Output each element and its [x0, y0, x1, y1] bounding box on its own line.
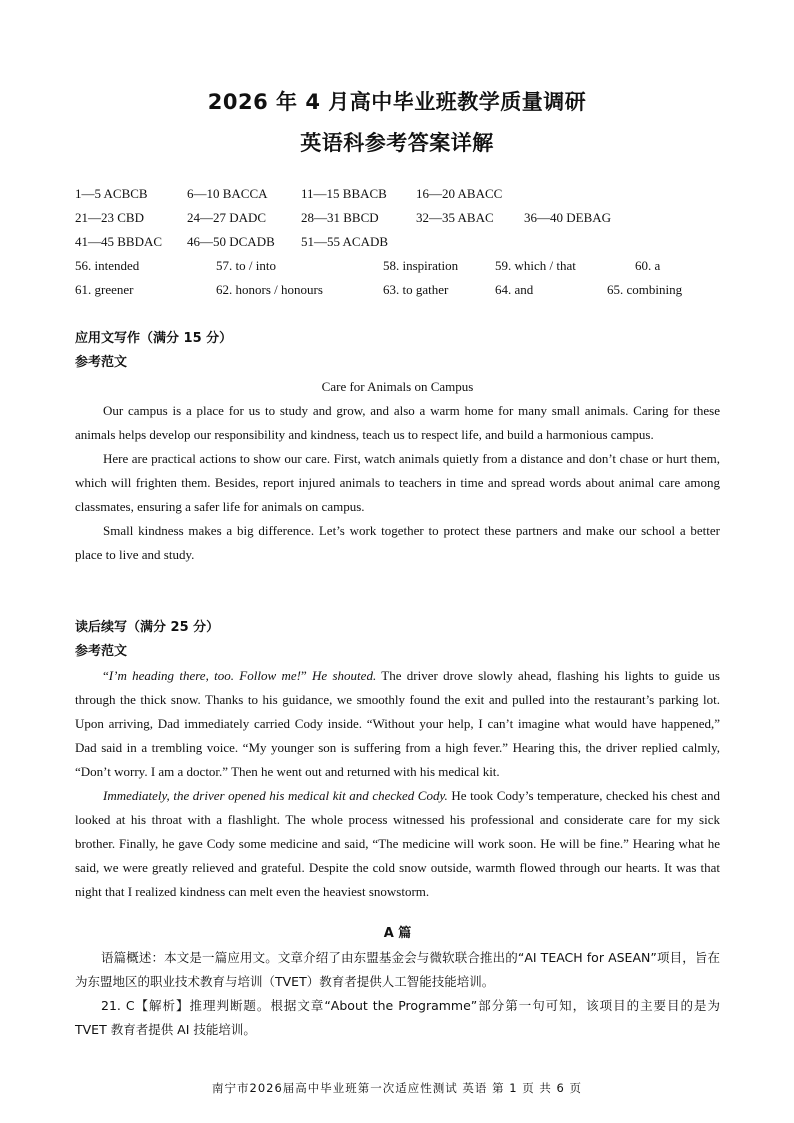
continuation-section: [75, 616, 720, 904]
continuation-paragraph: [75, 784, 720, 904]
answer-cell: 46—50 DCADB: [187, 234, 275, 249]
answer-cell: 64. and: [495, 282, 534, 297]
writing-heading: 应用文写作（满分 15 分）: [75, 331, 233, 346]
continuation-subheading: 参考范文: [75, 644, 128, 659]
answer-cell: 32—35 ABAC: [416, 210, 494, 225]
essay-paragraph: Small kindness makes a big difference. Let’s work together to protect these partners and make our school a better place to live and study.: [75, 523, 720, 562]
continuation-paragraph: [75, 664, 720, 784]
passage-a-heading: A 篇: [383, 926, 412, 941]
answer-cell: 11—15 BBACB: [301, 186, 387, 201]
writing-section: [75, 327, 720, 567]
italic-opening: Immediately, the driver opened his medical kit and checked Cody.: [103, 788, 448, 803]
answer-cell: 59. which / that: [495, 258, 576, 273]
essay-paragraph: Here are practical actions to show our care. First, watch animals quietly from a distance and don’t chase or hurt them, which will frighten them. Besides, report injured animals to teachers in time and spread words about animal care among classmates, ensuring a safer life for animals on campus.: [75, 451, 720, 514]
answer-cell: 56. intended: [75, 258, 140, 273]
answer-grid: [75, 186, 725, 306]
answer-cell: 61. greener: [75, 282, 134, 297]
quote-open: “: [103, 668, 109, 683]
paragraph-text: The driver drove slowly ahead, flashing his lights to guide us through the thick snow. Thanks to his guidance, we smoothly found the exit and pulled into the restaurant’s parking lot. Upon arriving, Dad immediately carried Cody inside. “Without your help, I can’t imagine what would have happened,” Dad said in a trembling voice. “My younger son is suffering from a high fever.” Hearing this, the driver replied calmly, “Don’t worry. I am a doctor.” Then he went out and returned with his medical kit.: [75, 668, 720, 779]
answer-cell: 28—31 BBCD: [301, 210, 379, 225]
page-title: 2026 年 4 月高中毕业班教学质量调研: [207, 90, 587, 114]
essay-paragraph: Our campus is a place for us to study and grow, and also a warm home for many small animals. Caring for these animals helps develop our responsibility and kindness, teach us to respect life, and build a harmonious campus.: [75, 403, 720, 442]
passage-a-section: [75, 922, 720, 1042]
answer-row: [75, 186, 725, 210]
page-footer: 南宁市2026届高中毕业班第一次适应性测试 英语 第 1 页 共 6 页: [212, 1081, 582, 1095]
answer-cell: 60. a: [635, 258, 661, 273]
answer-row: [75, 282, 725, 306]
answer-cell: 36—40 DEBAG: [524, 210, 612, 225]
answer-row: [75, 234, 725, 258]
page-subtitle: 英语科参考答案详解: [300, 131, 494, 155]
italic-opening: I’m heading there, too. Follow me!: [108, 668, 301, 683]
answer-cell: 65. combining: [607, 282, 683, 297]
answer-cell: 57. to / into: [216, 258, 276, 273]
answer-cell: 41—45 BBDAC: [75, 234, 163, 249]
answer-cell: 16—20 ABACC: [416, 186, 503, 201]
continuation-heading: 读后续写（满分 25 分）: [75, 620, 220, 635]
writing-subheading: 参考范文: [75, 355, 128, 370]
paragraph-text: He took Cody’s temperature, checked his chest and looked at his throat with a flashlight. The whole process witnessed his professional and considerate care for my sick brother. Finally, he gave Cody some medicine and said, “The medicine will work soon. He will be fine.” Hearing what he said, we were greatly relieved and grateful. Despite the cold snow outside, warmth flowed through our hearts. It was that night that I realized kindness can melt even the heaviest snowstorm.: [75, 788, 720, 899]
quote-close: ”: [300, 668, 313, 683]
answer-cell: 51—55 ACADB: [301, 234, 389, 249]
answer-cell: 24—27 DADC: [187, 210, 267, 225]
essay-title: Care for Animals on Campus: [321, 379, 474, 394]
answer-row: [75, 210, 725, 234]
answer-row: [75, 258, 725, 282]
passage-a-q21: 21. C【解析】推理判断题。根据文章“About the Programme”部分第一句可知，该项目的主要目的是为 TVET 教育者提供 AI 技能培训。: [75, 998, 720, 1037]
answer-cell: 58. inspiration: [383, 258, 459, 273]
passage-a-summary: 语篇概述：本文是一篇应用文。文章介绍了由东盟基金会与微软联合推出的“AI TEACH for ASEAN”项目，旨在为东盟地区的职业技术教育与培训（TVET）教育者提供人工智能技能培训。: [75, 950, 720, 989]
answer-cell: 63. to gather: [383, 282, 449, 297]
answer-cell: 1—5 ACBCB: [75, 186, 148, 201]
answer-cell: 62. honors / honours: [216, 282, 323, 297]
italic-opening-2: He shouted.: [312, 668, 377, 683]
answer-cell: 21—23 CBD: [75, 210, 144, 225]
answer-cell: 6—10 BACCA: [187, 186, 268, 201]
